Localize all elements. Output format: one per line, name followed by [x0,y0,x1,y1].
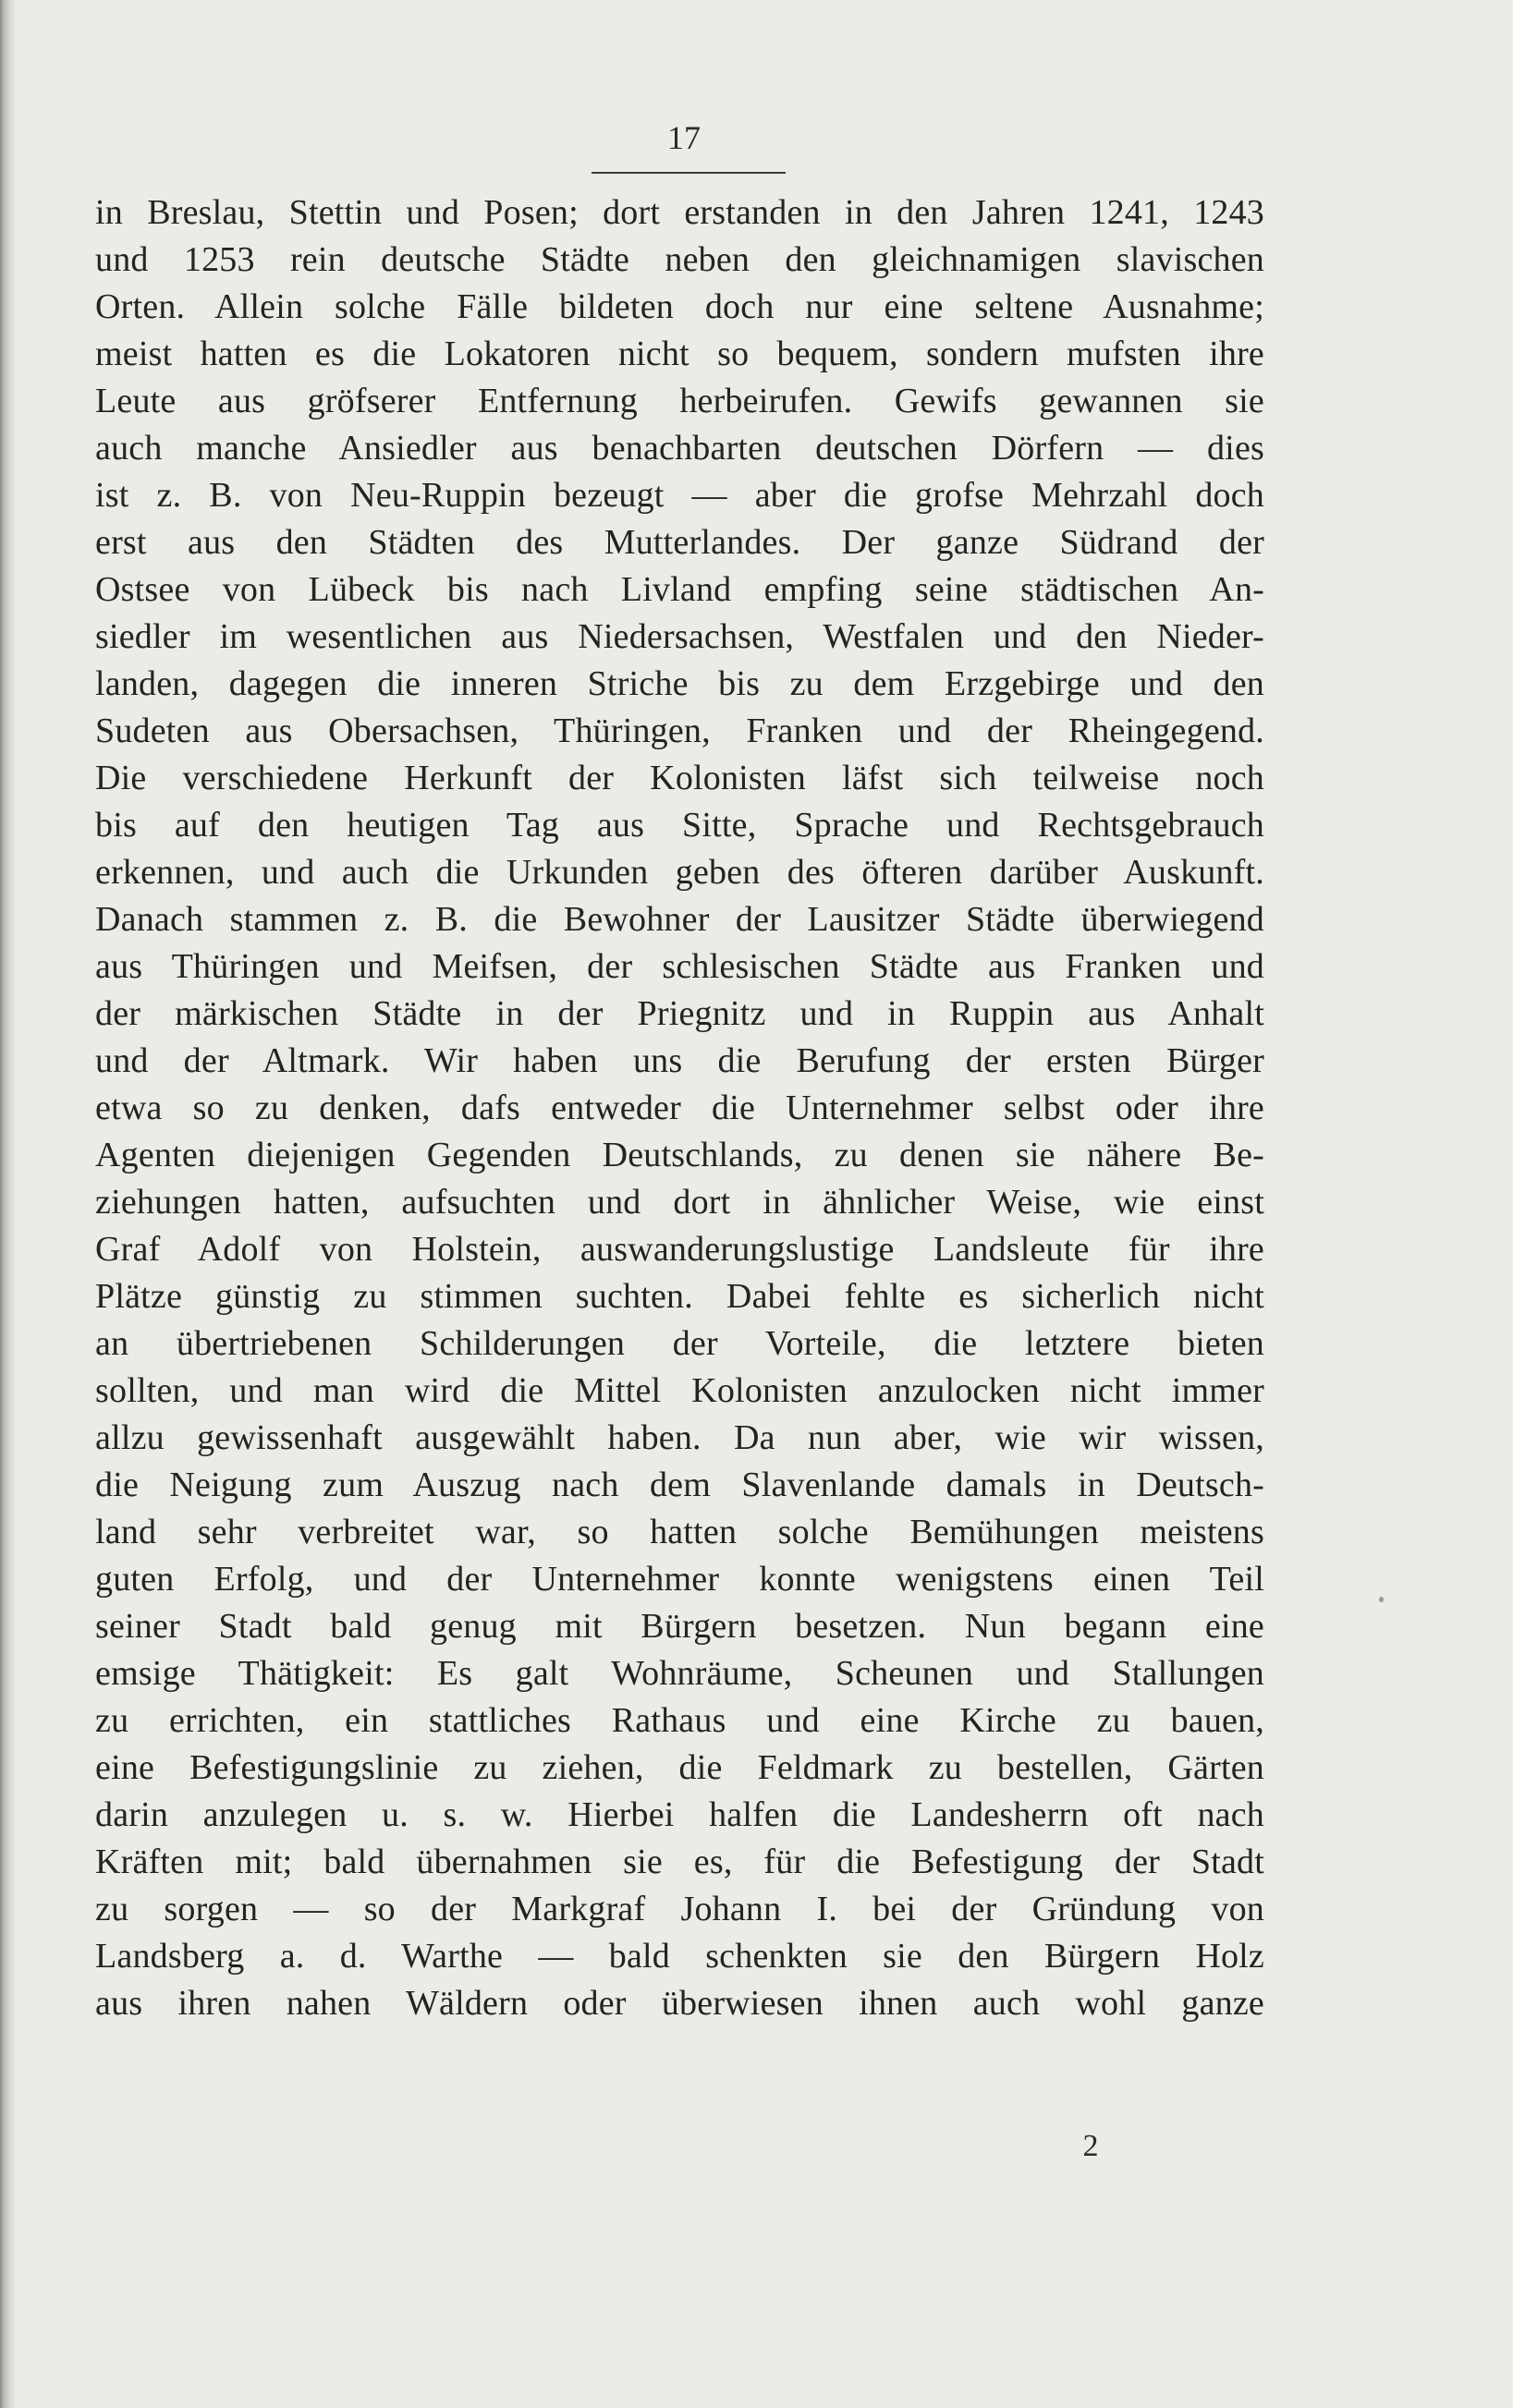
text-line: ist z. B. von Neu-Ruppin bezeugt — aber die grofse Mehrzahl doch [95,476,1264,515]
page-number: 17 [667,119,701,156]
text-line: zu sorgen — so der Markgraf Johann I. bei der Gründung von [95,1890,1264,1928]
text-line: Graf Adolf von Holstein, auswanderungslustige Landsleute für ihre [95,1230,1264,1269]
text-line: bis auf den heutigen Tag aus Sitte, Sprache und Rechtsgebrauch [95,806,1264,845]
text-line: der märkischen Städte in der Priegnitz und in Ruppin aus Anhalt [95,994,1264,1033]
text-line: an übertriebenen Schilderungen der Vorteile, die letztere bieten [95,1324,1264,1363]
text-line: Leute aus gröfserer Entfernung herbeirufen. Gewifs gewannen sie [95,382,1264,420]
text-line: Landsberg a. d. Warthe — bald schenkten sie den Bürgern Holz [95,1937,1264,1976]
text-line: die Neigung zum Auszug nach dem Slavenlande damals in Deutsch- [95,1465,1264,1504]
text-line: Sudeten aus Obersachsen, Thüringen, Franken und der Rheingegend. [95,711,1264,750]
text-line: emsige Thätigkeit: Es galt Wohnräume, Scheunen und Stallungen [95,1654,1264,1693]
text-line: Danach stammen z. B. die Bewohner der Lausitzer Städte überwiegend [95,900,1264,939]
signature-mark: 2 [1082,2129,1099,2163]
text-line: sollten, und man wird die Mittel Kolonisten anzulocken nicht immer [95,1371,1264,1410]
text-line: allzu gewissenhaft ausgewählt haben. Da nun aber, wie wir wissen, [95,1418,1264,1457]
text-line: Plätze günstig zu stimmen suchten. Dabei fehlte es sicherlich nicht [95,1277,1264,1316]
header-rule [592,172,786,174]
text-line: Orten. Allein solche Fälle bildeten doch nur eine seltene Ausnahme; [95,287,1264,326]
text-line: auch manche Ansiedler aus benachbarten deutschen Dörfern — dies [95,429,1264,468]
text-line: erst aus den Städten des Mutterlandes. Der ganze Südrand der [95,523,1264,562]
text-line: ziehungen hatten, aufsuchten und dort in ähnlicher Weise, wie einst [95,1183,1264,1222]
text-line: Ostsee von Lübeck bis nach Livland empfing seine städtischen An- [95,570,1264,609]
text-line: aus Thüringen und Meifsen, der schlesischen Städte aus Franken und [95,947,1264,986]
text-line: Die verschiedene Herkunft der Kolonisten läfst sich teilweise noch [95,759,1264,797]
text-line: land sehr verbreitet war, so hatten solche Bemühungen meistens [95,1513,1264,1551]
paper-speck [1379,1597,1384,1602]
text-line: aus ihren nahen Wäldern oder überwiesen ihnen auch wohl ganze [95,1984,1264,2023]
body-text [95,189,1264,2027]
text-line: siedler im wesentlichen aus Niedersachsen, Westfalen und den Nieder- [95,617,1264,656]
text-line: Agenten diejenigen Gegenden Deutschlands, zu denen sie nähere Be- [95,1136,1264,1174]
text-line: etwa so zu denken, dafs entweder die Unternehmer selbst oder ihre [95,1088,1264,1127]
page-gutter-shadow [0,0,17,2408]
text-line: meist hatten es die Lokatoren nicht so bequem, sondern mufsten ihre [95,334,1264,373]
text-line: und 1253 rein deutsche Städte neben den gleichnamigen slavischen [95,240,1264,279]
text-line: in Breslau, Stettin und Posen; dort erstanden in den Jahren 1241, 1243 [95,193,1264,232]
text-line: zu errichten, ein stattliches Rathaus und eine Kirche zu bauen, [95,1701,1264,1740]
text-line: darin anzulegen u. s. w. Hierbei halfen die Landesherrn oft nach [95,1795,1264,1834]
text-line: Kräften mit; bald übernahmen sie es, für die Befestigung der Stadt [95,1842,1264,1881]
text-line: landen, dagegen die inneren Striche bis zu dem Erzgebirge und den [95,664,1264,703]
text-line: seiner Stadt bald genug mit Bürgern besetzen. Nun begann eine [95,1607,1264,1646]
text-line: und der Altmark. Wir haben uns die Berufung der ersten Bürger [95,1041,1264,1080]
text-line: eine Befestigungslinie zu ziehen, die Feldmark zu bestellen, Gärten [95,1748,1264,1787]
text-line: guten Erfolg, und der Unternehmer konnte wenigstens einen Teil [95,1560,1264,1599]
text-line: erkennen, und auch die Urkunden geben des öfteren darüber Auskunft. [95,853,1264,892]
